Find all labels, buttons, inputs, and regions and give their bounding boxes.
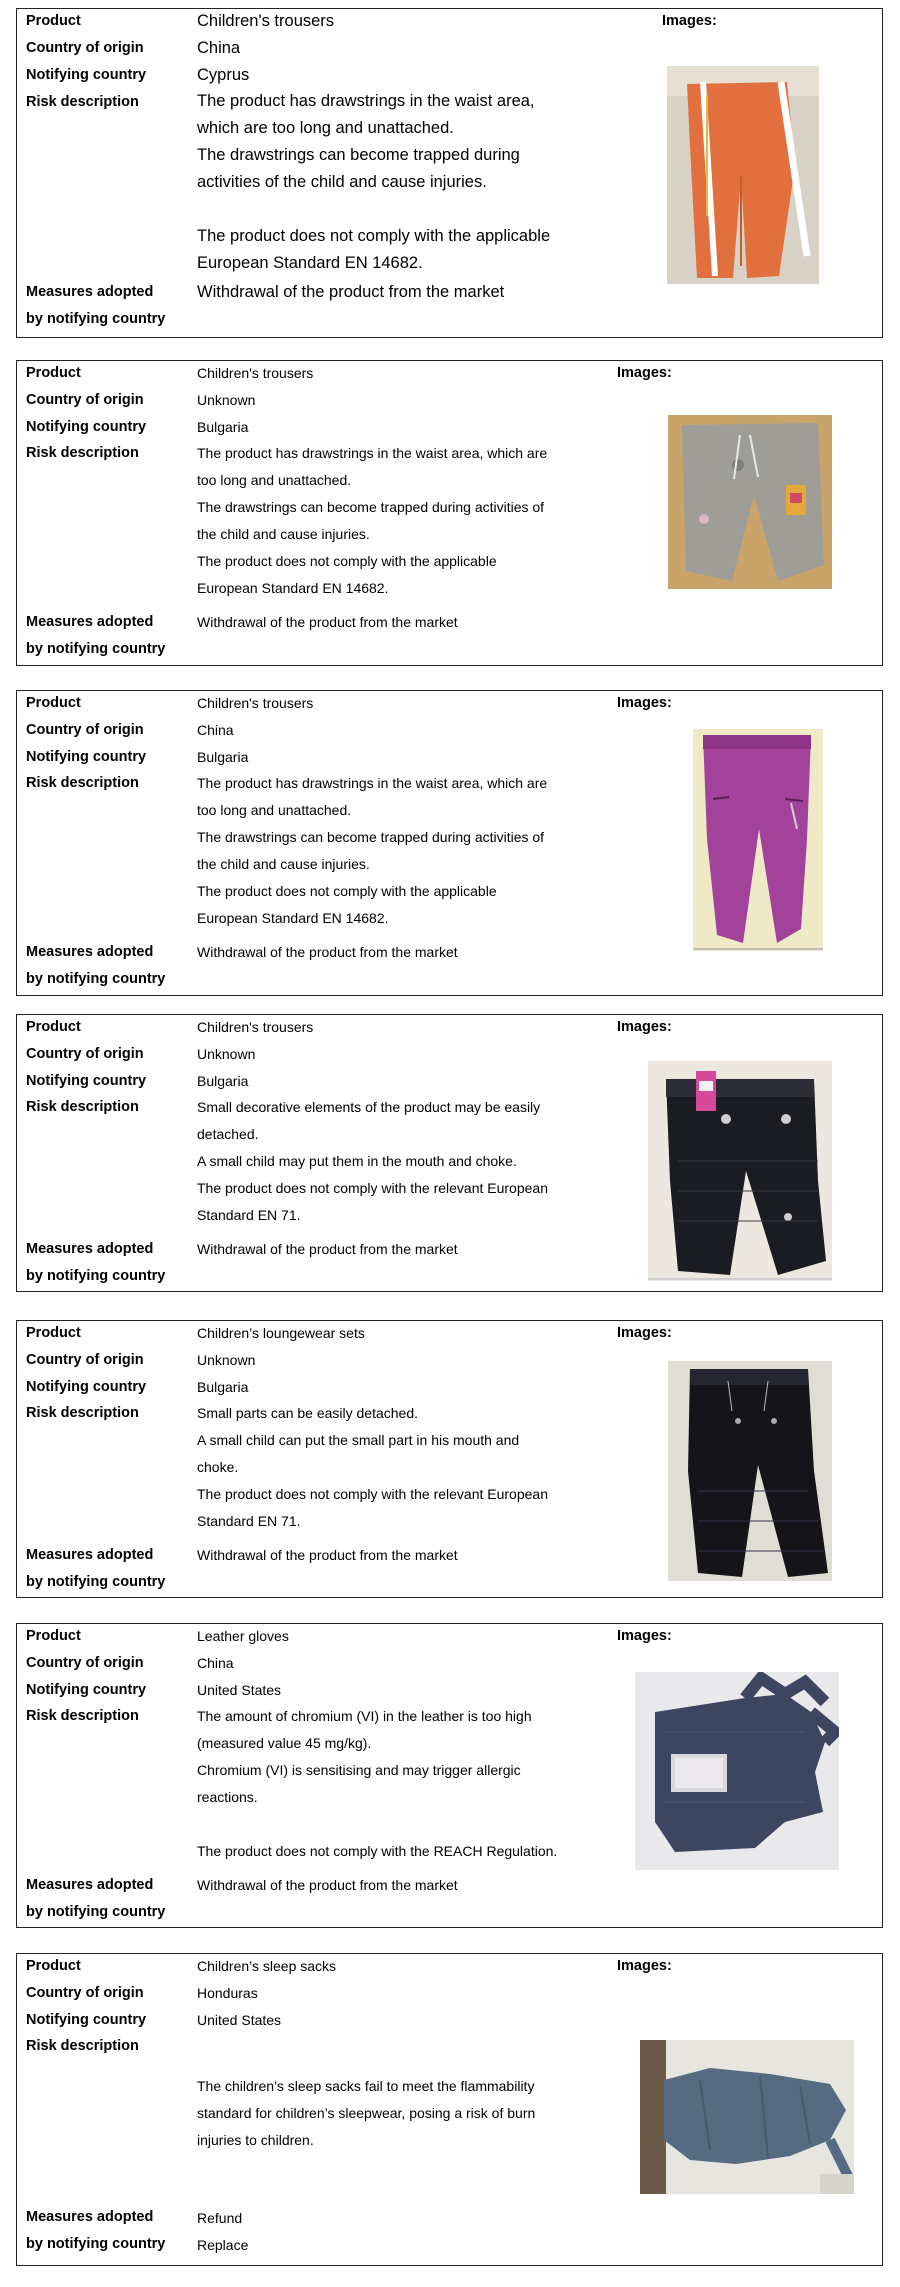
label-measures-line1: Measures adopted bbox=[26, 2209, 154, 2225]
label-measures-line2: by notifying country bbox=[26, 311, 166, 327]
notifying-value: United States bbox=[197, 1682, 282, 1698]
origin-value: Unknown bbox=[197, 1046, 256, 1062]
origin-value: Unknown bbox=[197, 1352, 256, 1368]
label-notifying-country: Notifying country bbox=[26, 2012, 147, 2028]
label-measures-line1: Measures adopted bbox=[26, 284, 154, 300]
risk-line: The drawstrings can become trapped during activities of bbox=[197, 829, 545, 845]
label-measures-line1: Measures adopted bbox=[26, 1877, 154, 1893]
label-measures-line2: by notifying country bbox=[26, 971, 166, 987]
risk-line: (measured value 45 mg/kg). bbox=[197, 1735, 372, 1751]
risk-line: the child and cause injuries. bbox=[197, 856, 370, 872]
product-image bbox=[640, 2040, 854, 2194]
images-label: Images: bbox=[617, 1958, 672, 1974]
product-image bbox=[648, 1061, 832, 1281]
risk-text bbox=[197, 1094, 548, 1229]
risk-line bbox=[197, 196, 550, 223]
risk-text bbox=[197, 1400, 548, 1535]
origin-value: China bbox=[197, 1655, 234, 1671]
risk-text bbox=[197, 770, 547, 932]
origin-value: China bbox=[197, 722, 234, 738]
product-value: Children's trousers bbox=[197, 1019, 314, 1035]
product-image bbox=[635, 1672, 839, 1870]
notifying-value: Bulgaria bbox=[197, 749, 249, 765]
images-label: Images: bbox=[662, 13, 717, 29]
label-product: Product bbox=[26, 1325, 81, 1341]
notifying-value: Bulgaria bbox=[197, 1379, 249, 1395]
label-product: Product bbox=[26, 1958, 81, 1974]
origin-value: Unknown bbox=[197, 392, 256, 408]
risk-line: European Standard EN 14682. bbox=[197, 580, 389, 596]
risk-line: choke. bbox=[197, 1459, 239, 1475]
label-risk-description: Risk description bbox=[26, 94, 139, 110]
label-country-of-origin: Country of origin bbox=[26, 392, 144, 408]
risk-line: European Standard EN 14682. bbox=[197, 254, 423, 272]
risk-text bbox=[197, 1703, 557, 1865]
risk-line: Small decorative elements of the product may be easily bbox=[197, 1099, 541, 1115]
risk-line: the child and cause injuries. bbox=[197, 526, 370, 542]
label-measures-line1: Measures adopted bbox=[26, 1547, 154, 1563]
risk-line: Standard EN 71. bbox=[197, 1513, 301, 1529]
risk-line: The drawstrings can become trapped during bbox=[197, 146, 520, 164]
label-risk-description: Risk description bbox=[26, 1099, 139, 1115]
risk-line: Standard EN 71. bbox=[197, 1207, 301, 1223]
risk-text bbox=[197, 440, 547, 602]
label-measures-line1: Measures adopted bbox=[26, 1241, 154, 1257]
risk-line: The product has drawstrings in the waist area, bbox=[197, 92, 535, 110]
label-risk-description: Risk description bbox=[26, 2038, 139, 2054]
label-measures-line1: Measures adopted bbox=[26, 614, 154, 630]
risk-line: The children’s sleep sacks fail to meet the flammability bbox=[197, 2078, 535, 2094]
risk-line bbox=[197, 2046, 535, 2073]
risk-line: The product has drawstrings in the waist area, which are bbox=[197, 775, 548, 791]
label-product: Product bbox=[26, 365, 81, 381]
risk-line: The product does not comply with the relevant European bbox=[197, 1486, 548, 1502]
notifying-value: Cyprus bbox=[197, 66, 250, 84]
risk-line: The product does not comply with the applicable bbox=[197, 553, 497, 569]
risk-line: A small child may put them in the mouth and choke. bbox=[197, 1153, 517, 1169]
label-country-of-origin: Country of origin bbox=[26, 722, 144, 738]
entry-card bbox=[16, 1320, 883, 1598]
product-image bbox=[667, 66, 819, 284]
risk-line: injuries to children. bbox=[197, 2132, 314, 2148]
label-measures-line2: by notifying country bbox=[26, 2236, 166, 2252]
entry-card bbox=[16, 8, 883, 338]
label-notifying-country: Notifying country bbox=[26, 749, 147, 765]
label-product: Product bbox=[26, 695, 81, 711]
measures-value: Withdrawal of the product from the market bbox=[197, 614, 458, 630]
images-label: Images: bbox=[617, 1325, 672, 1341]
label-product: Product bbox=[26, 1019, 81, 1035]
label-measures-line2: by notifying country bbox=[26, 1268, 166, 1284]
entry-card bbox=[16, 1014, 883, 1292]
label-country-of-origin: Country of origin bbox=[26, 1655, 144, 1671]
label-product: Product bbox=[26, 1628, 81, 1644]
risk-line bbox=[197, 1811, 557, 1838]
label-notifying-country: Notifying country bbox=[26, 419, 147, 435]
label-risk-description: Risk description bbox=[26, 445, 139, 461]
label-product: Product bbox=[26, 13, 81, 29]
product-value: Children's trousers bbox=[197, 12, 335, 30]
product-value: Children’s sleep sacks bbox=[197, 1958, 337, 1974]
label-notifying-country: Notifying country bbox=[26, 1682, 147, 1698]
notifying-value: United States bbox=[197, 2012, 282, 2028]
measures-value: Withdrawal of the product from the market bbox=[197, 1547, 458, 1563]
measures-value: Withdrawal of the product from the market bbox=[197, 1241, 458, 1257]
entry-card bbox=[16, 690, 883, 996]
label-notifying-country: Notifying country bbox=[26, 1073, 147, 1089]
label-measures-line1: Measures adopted bbox=[26, 944, 154, 960]
notifying-value: Bulgaria bbox=[197, 419, 249, 435]
images-label: Images: bbox=[617, 695, 672, 711]
risk-line: The product does not comply with the relevant European bbox=[197, 1180, 548, 1196]
risk-line: European Standard EN 14682. bbox=[197, 910, 389, 926]
product-image bbox=[668, 1361, 832, 1581]
images-label: Images: bbox=[617, 1019, 672, 1035]
risk-text bbox=[197, 88, 550, 277]
product-value: Leather gloves bbox=[197, 1628, 289, 1644]
label-country-of-origin: Country of origin bbox=[26, 1985, 144, 2001]
label-risk-description: Risk description bbox=[26, 1405, 139, 1421]
risk-line: The amount of chromium (VI) in the leather is too high bbox=[197, 1708, 532, 1724]
risk-line: too long and unattached. bbox=[197, 472, 352, 488]
measures-value: Withdrawal of the product from the market bbox=[197, 283, 505, 301]
risk-line: too long and unattached. bbox=[197, 802, 352, 818]
risk-line: The product does not comply with the applicable bbox=[197, 227, 551, 245]
product-image bbox=[668, 415, 832, 589]
product-value: Children’s loungewear sets bbox=[197, 1325, 365, 1341]
product-value: Children's trousers bbox=[197, 365, 314, 381]
label-measures-line2: by notifying country bbox=[26, 1574, 166, 1590]
label-measures-line2: by notifying country bbox=[26, 1904, 166, 1920]
product-image bbox=[693, 729, 823, 951]
risk-line: The drawstrings can become trapped during activities of bbox=[197, 499, 545, 515]
entry-card bbox=[16, 1623, 883, 1928]
label-measures-line2: by notifying country bbox=[26, 641, 166, 657]
entry-card bbox=[16, 360, 883, 666]
risk-text bbox=[197, 2046, 535, 2154]
label-risk-description: Risk description bbox=[26, 775, 139, 791]
images-label: Images: bbox=[617, 1628, 672, 1644]
risk-line: reactions. bbox=[197, 1789, 258, 1805]
risk-line: The product does not comply with the REACH Regulation. bbox=[197, 1843, 558, 1859]
images-label: Images: bbox=[617, 365, 672, 381]
risk-line: activities of the child and cause injuries. bbox=[197, 173, 487, 191]
label-notifying-country: Notifying country bbox=[26, 1379, 147, 1395]
label-country-of-origin: Country of origin bbox=[26, 1046, 144, 1062]
label-country-of-origin: Country of origin bbox=[26, 1352, 144, 1368]
measures-value-2: Replace bbox=[197, 2237, 249, 2253]
risk-line: A small child can put the small part in his mouth and bbox=[197, 1432, 520, 1448]
label-risk-description: Risk description bbox=[26, 1708, 139, 1724]
product-value: Children's trousers bbox=[197, 695, 314, 711]
risk-line: which are too long and unattached. bbox=[197, 119, 454, 137]
risk-line: Chromium (VI) is sensitising and may trigger allergic bbox=[197, 1762, 521, 1778]
risk-line: The product does not comply with the applicable bbox=[197, 883, 497, 899]
origin-value: Honduras bbox=[197, 1985, 258, 2001]
label-notifying-country: Notifying country bbox=[26, 67, 147, 83]
label-country-of-origin: Country of origin bbox=[26, 40, 144, 56]
measures-value: Refund bbox=[197, 2210, 243, 2226]
risk-line: standard for children’s sleepwear, posing a risk of burn bbox=[197, 2105, 536, 2121]
entry-card bbox=[16, 1953, 883, 2266]
risk-line: detached. bbox=[197, 1126, 259, 1142]
measures-value: Withdrawal of the product from the market bbox=[197, 1877, 458, 1893]
risk-line: The product has drawstrings in the waist area, which are bbox=[197, 445, 548, 461]
risk-line: Small parts can be easily detached. bbox=[197, 1405, 419, 1421]
notifying-value: Bulgaria bbox=[197, 1073, 249, 1089]
origin-value: China bbox=[197, 39, 241, 57]
measures-value: Withdrawal of the product from the market bbox=[197, 944, 458, 960]
